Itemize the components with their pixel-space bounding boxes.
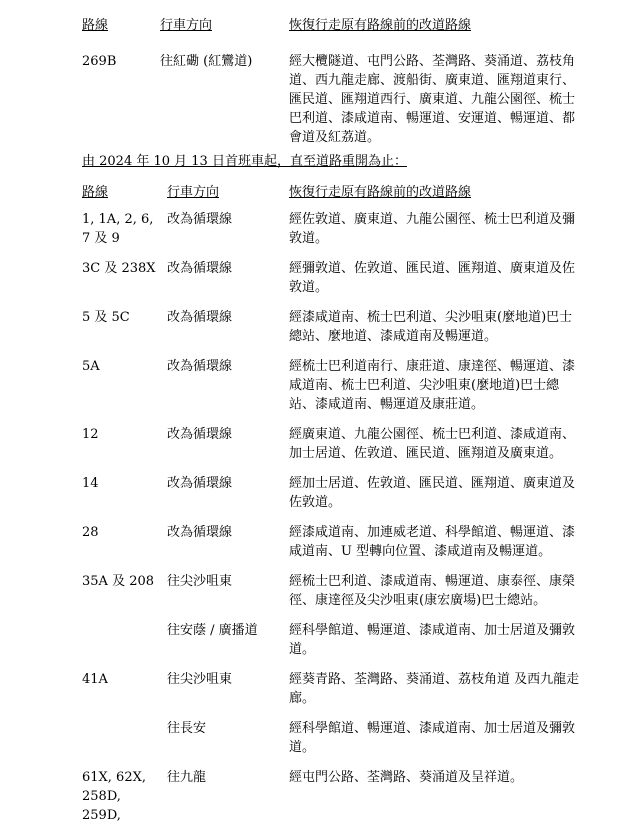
route-cell: 28 <box>82 525 99 540</box>
route-cell: 3C 及 238X <box>82 261 156 276</box>
diversion-table-2 <box>0 183 621 823</box>
diversion-cell: 經漆咸道南、梳士巴利道、尖沙咀東(麼地道)巴士總站、麼地道、漆咸道南及暢運道。 <box>289 310 573 344</box>
direction-cell: 往紅磡 (紅鸞道) <box>160 54 253 69</box>
table-row <box>0 52 621 147</box>
header-diversion: 恢復行走原有路線前的改道路線 <box>289 185 472 200</box>
header-route: 路線 <box>82 18 109 33</box>
table-row <box>0 670 621 708</box>
diversion-table-1 <box>0 16 621 158</box>
diversion-cell: 經葵青路、荃灣路、葵涌道、荔枝角道 及西九龍走廊。 <box>289 672 580 706</box>
header-direction: 行車方向 <box>167 185 220 200</box>
direction-cell: 往尖沙咀東 <box>167 672 233 687</box>
table-row <box>0 621 621 659</box>
route-cell: 5A <box>82 359 100 374</box>
table-row <box>0 768 621 823</box>
route-cell: 35A 及 208 <box>82 574 155 589</box>
diversion-cell: 經加士居道、佐敦道、匯民道、匯翔道、廣東道及佐敦道。 <box>289 476 576 510</box>
route-cell: 41A <box>82 672 108 687</box>
table-row <box>0 357 621 414</box>
direction-cell: 改為循環線 <box>167 261 233 276</box>
direction-cell: 往安蔭 / 廣播道 <box>167 623 258 638</box>
header-route: 路線 <box>82 185 109 200</box>
table-row <box>0 308 621 346</box>
route-cell: 61X, 62X, 258D, 259D, <box>82 770 146 823</box>
header-diversion: 恢復行走原有路線前的改道路線 <box>289 18 472 33</box>
direction-cell: 改為循環線 <box>167 525 233 540</box>
diversion-cell: 經梳士巴利道、漆咸道南、暢運道、康泰徑、康榮徑、康達徑及尖沙咀東(康宏廣場)巴士總站。 <box>289 574 576 608</box>
section-heading: 由 2024 年 10 月 13 日首班車起，直至道路重開為止： <box>82 154 407 169</box>
diversion-cell: 經科學館道、暢運道、漆咸道南、加士居道及彌敦道。 <box>289 623 576 657</box>
diversion-cell: 經大欖隧道、屯門公路、荃灣路、葵涌道、荔枝角道、西九龍走廊、渡船街、廣東道、匯翔道東行、匯民道、匯翔道西行、廣東道、九龍公園徑、梳士巴利道、漆咸道南、暢運道、安運道、暢運道、都會道及紅荔道。 <box>289 54 576 145</box>
route-cell: 1, 1A, 2, 6, 7 及 9 <box>82 212 154 246</box>
route-cell: 5 及 5C <box>82 310 130 325</box>
route-cell: 14 <box>82 476 99 491</box>
diversion-cell: 經科學館道、暢運道、漆咸道南、加士居道及彌敦道。 <box>289 721 576 755</box>
direction-cell: 改為循環線 <box>167 310 233 325</box>
direction-cell: 改為循環線 <box>167 359 233 374</box>
direction-cell: 往尖沙咀東 <box>167 574 233 589</box>
direction-cell: 往長安 <box>167 721 207 736</box>
direction-cell: 往九龍 <box>167 770 207 785</box>
diversion-cell: 經廣東道、九龍公園徑、梳士巴利道、漆咸道南、加士居道、佐敦道、匯民道、匯翔道及廣東道。 <box>289 427 576 461</box>
direction-cell: 改為循環線 <box>167 476 233 491</box>
direction-cell: 改為循環線 <box>167 427 233 442</box>
table-row <box>0 259 621 297</box>
table-row <box>0 523 621 561</box>
table-row <box>0 474 621 512</box>
table-row <box>0 210 621 248</box>
table-header <box>0 183 621 205</box>
table-row <box>0 719 621 757</box>
route-cell: 12 <box>82 427 99 442</box>
header-direction: 行車方向 <box>160 18 213 33</box>
diversion-cell: 經佐敦道、廣東道、九龍公園徑、梳士巴利道及彌敦道。 <box>289 212 576 246</box>
direction-cell: 改為循環線 <box>167 212 233 227</box>
table-row <box>0 572 621 610</box>
route-cell: 269B <box>82 54 117 69</box>
table-row <box>0 425 621 463</box>
table-header <box>0 16 621 38</box>
diversion-cell: 經漆咸道南、加連威老道、科學館道、暢運道、漆咸道南、U 型轉向位置、漆咸道南及暢運道。 <box>289 525 576 559</box>
diversion-cell: 經梳士巴利道南行、康莊道、康達徑、暢運道、漆咸道南、梳士巴利道、尖沙咀東(麼地道)巴士總站、漆咸道南、暢運道及康莊道。 <box>289 359 576 412</box>
diversion-cell: 經彌敦道、佐敦道、匯民道、匯翔道、廣東道及佐敦道。 <box>289 261 576 295</box>
diversion-cell: 經屯門公路、荃灣路、葵涌道及呈祥道。 <box>289 770 524 785</box>
